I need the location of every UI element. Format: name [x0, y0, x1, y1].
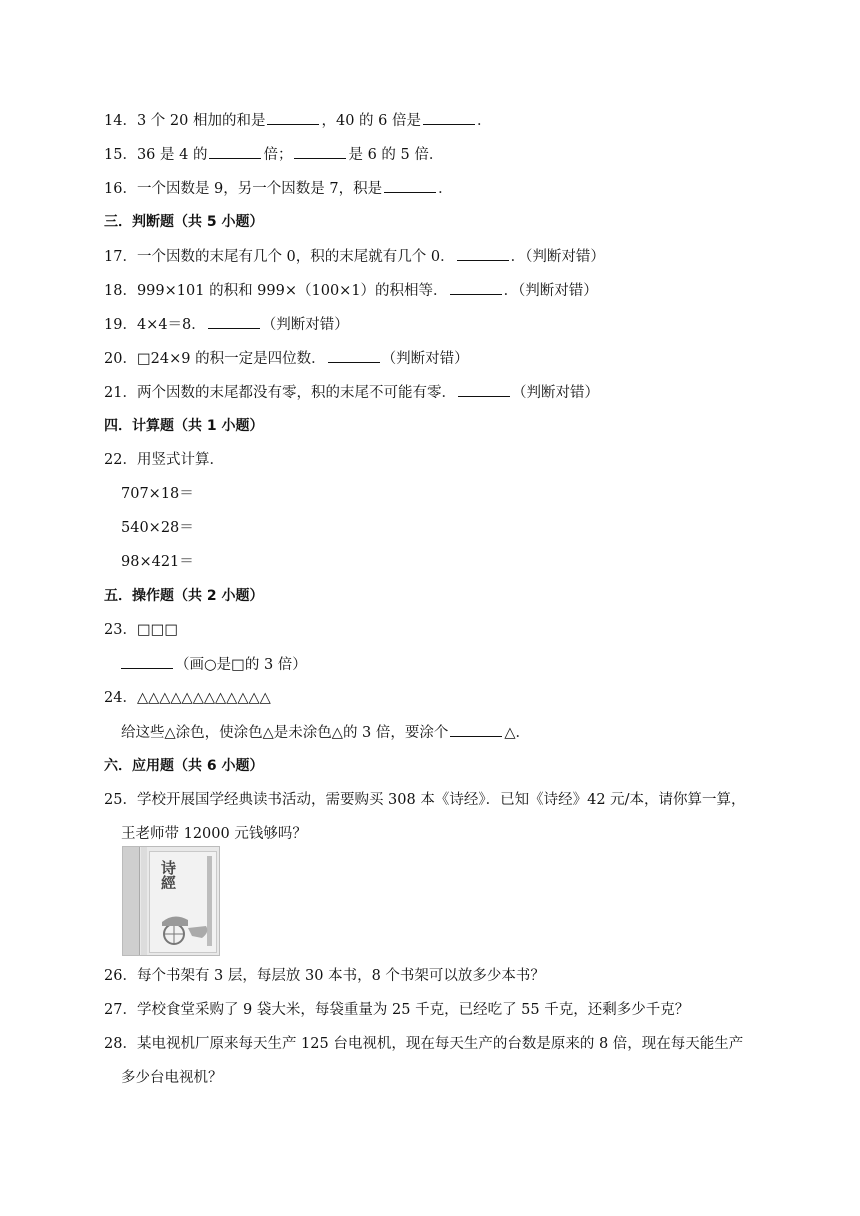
answer-blank[interactable]: [450, 280, 502, 295]
question-16: 16．一个因数是 9，另一个因数是 7，积是 ．: [104, 178, 453, 199]
answer-blank[interactable]: [328, 348, 380, 363]
question-number: 25．: [104, 792, 137, 808]
question-number: 22．: [104, 452, 137, 468]
answer-blank[interactable]: [458, 382, 510, 397]
question-number: 26．: [104, 968, 137, 984]
question-23-instruction: （画○是□的 3 倍）: [121, 654, 307, 675]
question-number: 15．: [104, 147, 137, 163]
question-21: 21．两个因数的末尾都没有零，积的末尾不可能有零． （判断对错）: [104, 382, 599, 403]
question-23: [104, 620, 178, 640]
question-20: 20．□24×9 的积一定是四位数． （判断对错）: [104, 348, 469, 369]
question-number: 28．: [104, 1036, 137, 1052]
question-19: 19．4×4＝8． （判断对错）: [104, 314, 349, 335]
section-heading-application: 六．应用题（共 6 小题）: [104, 758, 264, 774]
question-27: 27．学校食堂采购了 9 袋大米，每袋重量为 25 千克，已经吃了 55 千克，还剩多少千克？: [104, 1002, 690, 1018]
question-number: 20．: [104, 351, 137, 367]
question-number: 16．: [104, 181, 137, 197]
answer-blank[interactable]: [450, 722, 502, 737]
question-26: 26．每个书架有 3 层，每层放 30 本书，8 个书架可以放多少本书？: [104, 968, 545, 984]
question-number: 19．: [104, 317, 137, 333]
section-heading-operation: 五．操作题（共 2 小题）: [104, 588, 264, 604]
section-heading-judgment: 三．判断题（共 5 小题）: [104, 214, 264, 230]
question-number: 23．: [104, 622, 137, 638]
triangles: △△△△△△△△△△△△: [136, 690, 271, 706]
question-number: 21．: [104, 385, 137, 401]
question-number: 18．: [104, 283, 137, 299]
chariot-illustration: [152, 908, 212, 948]
question-18: 18．999×101 的积和 999×（100×1）的积相等． ．（判断对错）: [104, 280, 598, 301]
question-17: 17．一个因数的末尾有几个 0，积的末尾就有几个 0． ．（判断对错）: [104, 246, 605, 267]
question-25-continued: 王老师带 12000 元钱够吗？: [121, 826, 307, 842]
answer-blank[interactable]: [121, 654, 173, 669]
answer-blank[interactable]: [294, 144, 346, 159]
question-14: 14．3 个 20 相加的和是 ，40 的 6 倍是 ．: [104, 110, 491, 131]
answer-blank[interactable]: [208, 314, 260, 329]
question-number: 24．: [104, 690, 137, 706]
question-24: [104, 688, 271, 708]
answer-blank[interactable]: [267, 110, 319, 125]
question-22: 22．用竖式计算．: [104, 452, 224, 468]
question-24-instruction: 给这些△涂色，使涂色△是未涂色△的 3 倍，要涂个 △．: [121, 722, 530, 743]
answer-blank[interactable]: [384, 178, 436, 193]
question-28: 28．某电视机厂原来每天生产 125 台电视机，现在每天生产的台数是原来的 8 倍，现在每天能生产: [104, 1036, 744, 1052]
expression-2: 540×28＝: [121, 520, 194, 536]
question-number: 17．: [104, 249, 137, 265]
question-25: 25．学校开展国学经典读书活动，需要购买 308 本《诗经》．已知《诗经》42 元/本，请你算一算，: [104, 792, 746, 808]
section-heading-calculation: 四．计算题（共 1 小题）: [104, 418, 264, 434]
question-28-continued: 多少台电视机？: [121, 1070, 223, 1086]
book-title: 诗經: [159, 860, 177, 890]
book-image: [122, 846, 220, 956]
expression-3: 98×421＝: [121, 554, 194, 570]
squares: □□□: [136, 622, 179, 638]
question-number: 27．: [104, 1002, 137, 1018]
answer-blank[interactable]: [423, 110, 475, 125]
answer-blank[interactable]: [457, 246, 509, 261]
answer-blank[interactable]: [209, 144, 261, 159]
expression-1: 707×18＝: [121, 486, 194, 502]
question-number: 14．: [104, 113, 137, 129]
question-15: 15．36 是 4 的 倍； 是 6 的 5 倍．: [104, 144, 443, 165]
